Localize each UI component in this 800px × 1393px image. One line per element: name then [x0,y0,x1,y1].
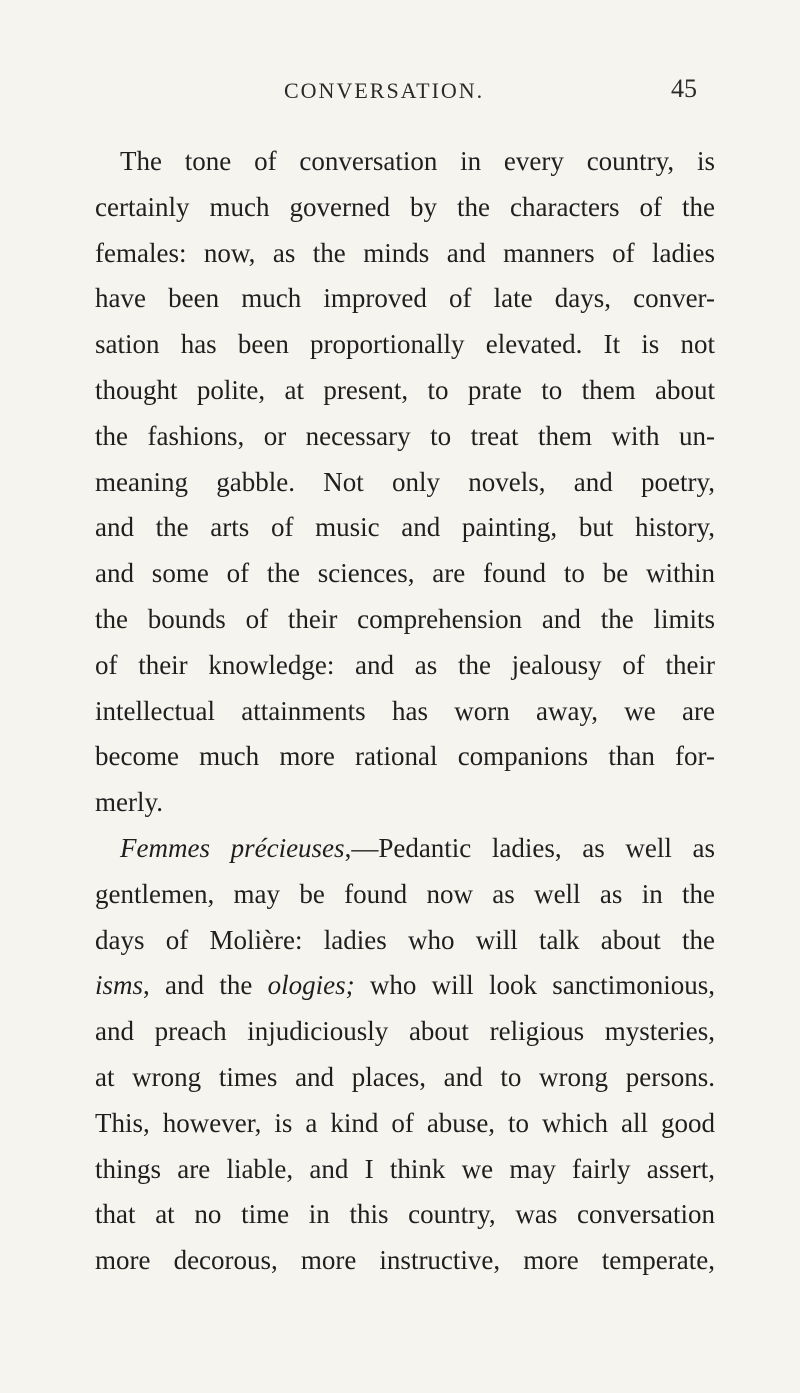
text-line: at wrong times and places, and to wrong persons. [95,1061,715,1092]
text-line: days of Molière: ladies who will talk about the [95,924,715,955]
text-line: thought polite, at present, to prate to them about [95,374,715,405]
text-line: the bounds of their comprehension and the limits [95,603,715,634]
text-line: The tone of conversation in every country, is [120,146,715,176]
text-line: of their knowledge: and as the jealousy of their [95,649,715,680]
text-line: females: now, as the minds and manners of ladies [95,237,715,268]
text-line: meaning gabble. Not only novels, and poetry, [95,466,715,497]
text-line: isms, and the ologies; who will look sanctimonious, [95,970,715,1001]
text-line: sation has been proportionally elevated. It is not [95,329,715,360]
text-line: This, however, is a kind of abuse, to which all good [95,1107,715,1138]
text-line: gentlemen, may be found now as well as in the [95,878,715,909]
body-text [95,139,715,1284]
text-line: and some of the sciences, are found to be within [95,558,715,589]
text-line: become much more rational companions than for- [95,741,715,772]
running-head: CONVERSATION. [284,78,485,103]
text-line: more decorous, more instructive, more temperate, [95,1245,715,1276]
text-line: things are liable, and I think we may fairly assert, [95,1153,715,1184]
text-line: have been much improved of late days, conver- [95,283,715,314]
text-line: certainly much governed by the characters of the [95,191,715,222]
text-line: that at no time in this country, was conversation [95,1199,715,1230]
text-line: the fashions, or necessary to treat them with un- [95,420,715,451]
text-line: merly. [95,787,163,818]
page-number: 45 [671,74,697,103]
text-line: and the arts of music and painting, but history, [95,512,715,543]
text-line: intellectual attainments has worn away, we are [95,695,715,726]
text-line: and preach injudiciously about religious mysteries, [95,1016,715,1047]
text-line: Femmes précieuses,—Pedantic ladies, as well as [120,832,715,863]
